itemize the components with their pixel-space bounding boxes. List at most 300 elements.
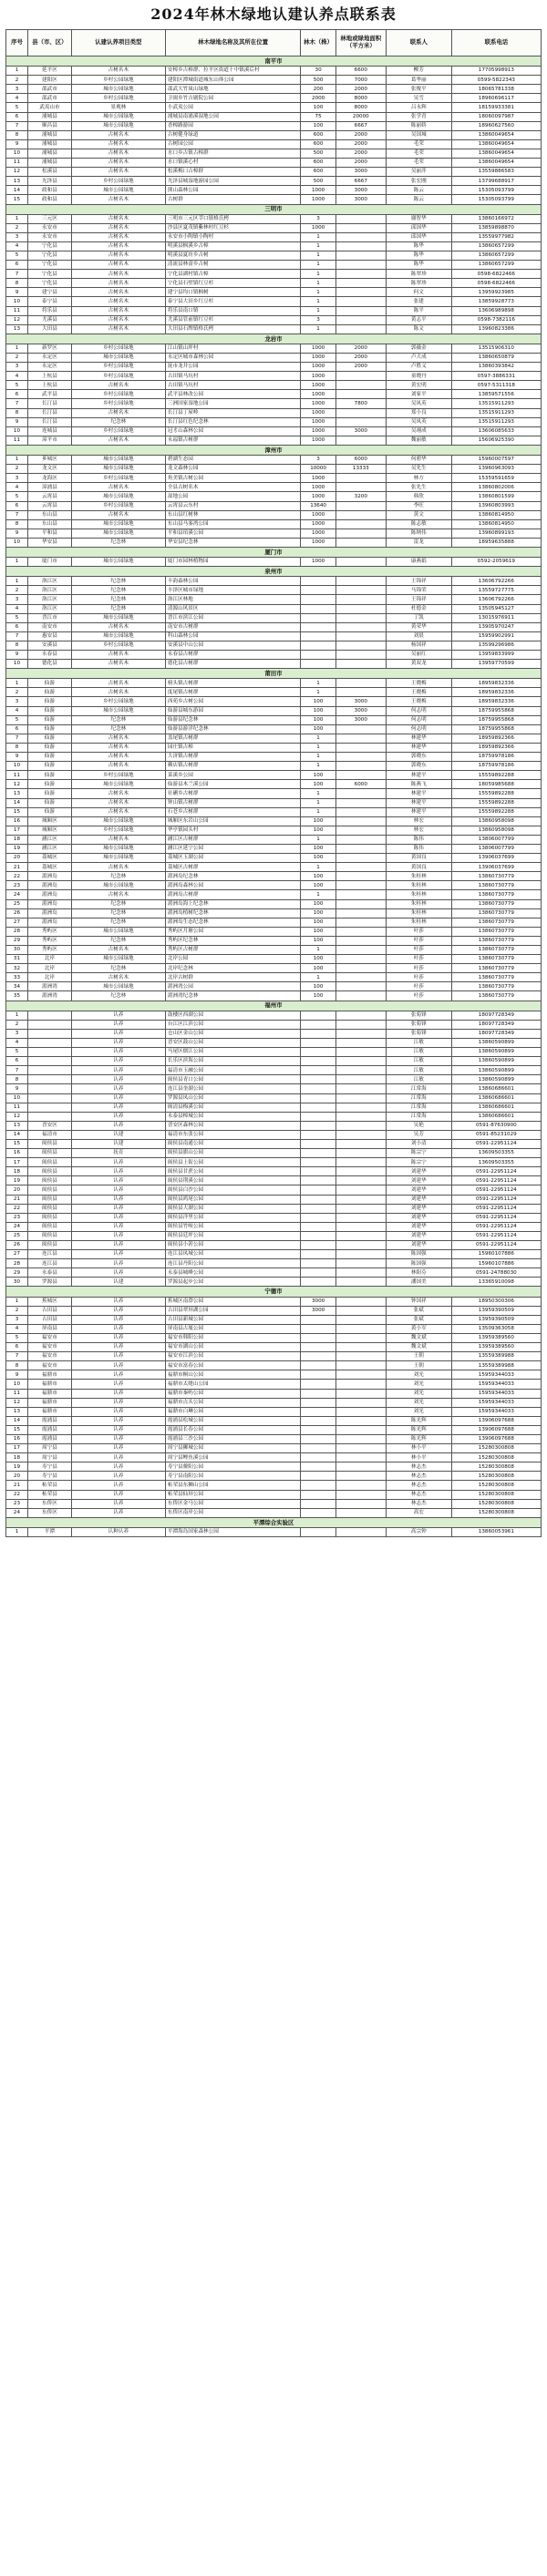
section-row: [6, 445, 542, 455]
cell-contact: 陈丽娇: [386, 121, 451, 130]
cell-trees: 1: [301, 835, 335, 844]
cell-no: 4: [6, 604, 28, 613]
cell-type: 古树名木: [71, 279, 165, 288]
cell-county: 武平县: [27, 390, 71, 399]
cell-name: 明溪县枫溪乡古樟: [165, 241, 301, 251]
cell-contact: 马锦荣: [386, 586, 451, 595]
cell-phone: 15305093799: [451, 195, 541, 204]
cell-county: 浦城县: [27, 139, 71, 149]
cell-type: 古树名木: [71, 241, 165, 251]
cell-phone: 18959892366: [451, 734, 541, 743]
cell-area: [335, 881, 386, 890]
cell-no: 3: [6, 85, 28, 94]
cell-contact: 王锦祥: [386, 595, 451, 604]
cell-contact: 王朝: [386, 1361, 451, 1370]
cell-phone: 13906097688: [451, 1434, 541, 1443]
cell-county: 泰宁县: [27, 297, 71, 306]
cell-no: 8: [6, 279, 28, 288]
cell-area: [335, 1370, 386, 1380]
cell-trees: 1: [301, 734, 335, 743]
cell-no: 4: [6, 483, 28, 492]
cell-trees: [301, 1121, 335, 1130]
table-row: [6, 1139, 542, 1148]
cell-no: 2: [6, 586, 28, 595]
cell-trees: 1: [301, 798, 335, 807]
cell-type: 古树名木: [71, 890, 165, 899]
cell-type: 城市公园绿地: [71, 927, 165, 936]
cell-type: 认养: [71, 1508, 165, 1517]
cell-trees: [301, 1268, 335, 1278]
table-row: [6, 881, 542, 890]
table-row: [6, 1380, 542, 1389]
section-row: [6, 1517, 542, 1527]
cell-no: 4: [6, 1038, 28, 1047]
cell-name: 泰宁县大田乡红豆杉: [165, 297, 301, 306]
table-row: [6, 94, 542, 103]
cell-name: 柘荣县东狮山公园: [165, 1481, 301, 1490]
cell-phone: 13515906310: [451, 344, 541, 353]
cell-type: 古树名木: [71, 510, 165, 519]
cell-contact: 王锦祥: [386, 577, 451, 586]
cell-no: 15: [6, 1139, 28, 1148]
table-row: [6, 510, 542, 519]
cell-phone: 13859898870: [451, 223, 541, 232]
cell-name: 水口镇溪心村: [165, 159, 301, 168]
cell-name: 平和县琯溪公园: [165, 529, 301, 538]
table-row: [6, 715, 542, 724]
cell-phone: 18065781338: [451, 85, 541, 94]
table-row: [6, 1103, 542, 1112]
cell-phone: 13505945127: [451, 604, 541, 613]
header-row: [6, 30, 542, 56]
cell-no: 27: [6, 1250, 28, 1259]
cell-no: 23: [6, 881, 28, 890]
cell-contact: 林志杰: [386, 1472, 451, 1481]
cell-area: [335, 964, 386, 973]
cell-no: 1: [6, 344, 28, 353]
table-row: [6, 780, 542, 789]
section-row: [6, 567, 542, 577]
cell-phone: 13860657299: [451, 241, 541, 251]
cell-contact: 江敏: [386, 1066, 451, 1075]
cell-trees: [301, 1444, 335, 1453]
cell-trees: 1: [301, 807, 335, 816]
table-row: [6, 1434, 542, 1443]
cell-trees: 3: [301, 315, 335, 324]
cell-name: 水口乡古镇古樟群: [165, 149, 301, 158]
cell-type: 认养: [71, 1306, 165, 1315]
cell-contact: 江常海: [386, 1093, 451, 1103]
table-row: [6, 1490, 542, 1499]
cell-area: [335, 417, 386, 426]
cell-area: [335, 622, 386, 631]
cell-phone: 13559886583: [451, 168, 541, 177]
table-row: [6, 1112, 542, 1121]
cell-name: 荔城区古树群: [165, 863, 301, 872]
cell-phone: 13860166972: [451, 214, 541, 223]
cell-name: 寿宁县南阳公园: [165, 1472, 301, 1481]
cell-name: 湄洲湾公园: [165, 982, 301, 991]
cell-trees: 3000: [301, 1297, 335, 1306]
cell-type: 认养: [71, 1241, 165, 1250]
cell-name: 仙游县城东游园: [165, 706, 301, 715]
cell-type: 古树名木: [71, 807, 165, 816]
cell-no: 2: [6, 1306, 28, 1315]
cell-trees: 100: [301, 826, 335, 835]
table-row: [6, 816, 542, 826]
cell-name: 晋安区鼓山公园: [165, 1038, 301, 1047]
cell-contact: 刘建华: [386, 1176, 451, 1185]
cell-name: 周宁县鲤鱼溪公园: [165, 1453, 301, 1462]
cell-no: 7: [6, 270, 28, 279]
cell-area: [335, 390, 386, 399]
table-row: [6, 908, 542, 918]
cell-type: 乡村公园绿地: [71, 76, 165, 85]
cell-no: 24: [6, 1508, 28, 1517]
cell-phone: 13015976911: [451, 613, 541, 622]
cell-type: 乡村公园绿地: [71, 94, 165, 103]
cell-type: 古树名木: [71, 408, 165, 417]
cell-county: 霞浦县: [27, 1416, 71, 1425]
cell-phone: 15280300808: [451, 1453, 541, 1462]
cell-trees: 10000: [301, 465, 335, 474]
cell-area: [335, 1066, 386, 1075]
cell-area: [335, 734, 386, 743]
cell-name: 福鼎市太姥山公园: [165, 1380, 301, 1389]
cell-phone: 18097728349: [451, 1011, 541, 1020]
cell-area: 6667: [335, 121, 386, 130]
cell-county: 秀屿区: [27, 946, 71, 955]
cell-name: 湄洲岛植树纪念林: [165, 908, 301, 918]
cell-trees: [301, 1149, 335, 1158]
cell-trees: 1: [301, 762, 335, 771]
cell-county: 洛江区: [27, 586, 71, 595]
cell-contact: 王朝: [386, 1352, 451, 1361]
cell-contact: 张建: [386, 297, 451, 306]
cell-name: 湄洲岛纪念林: [165, 872, 301, 881]
cell-name: 涵江区古树群: [165, 835, 301, 844]
cell-county: 屏南县: [27, 1324, 71, 1333]
cell-area: [335, 595, 386, 604]
table-row: [6, 223, 542, 232]
cell-area: 6600: [335, 67, 386, 76]
table-row: [6, 474, 542, 483]
cell-county: 政和县: [27, 186, 71, 195]
cell-no: 1: [6, 1011, 28, 1020]
cell-county: 湄洲岛: [27, 899, 71, 908]
cell-area: [335, 288, 386, 297]
table-row: [6, 399, 542, 408]
section-row: [6, 547, 542, 557]
table-row: [6, 529, 542, 538]
cell-no: 13: [6, 1121, 28, 1130]
table-row: [6, 1343, 542, 1352]
table-row: [6, 964, 542, 973]
cell-phone: 13860686601: [451, 1093, 541, 1103]
table-row: [6, 946, 542, 955]
cell-contact: 吴凤英: [386, 399, 451, 408]
cell-type: 古树名木: [71, 315, 165, 324]
cell-trees: 1000: [301, 399, 335, 408]
cell-name: 大田县石牌镇格氏栲: [165, 324, 301, 334]
cell-trees: 100: [301, 724, 335, 734]
cell-area: 3000: [335, 426, 386, 436]
header-name: 林木绿地名称及其所在位置: [165, 30, 301, 56]
table-row: [6, 1425, 542, 1434]
cell-type: 认养: [71, 1416, 165, 1425]
cell-area: [335, 688, 386, 697]
cell-name: 闽侯县南通公园: [165, 1139, 301, 1148]
cell-area: 7800: [335, 399, 386, 408]
section-title: 厦门市: [6, 547, 542, 557]
cell-contact: 刘晨: [386, 631, 451, 641]
cell-name: 周宁县狮城公园: [165, 1444, 301, 1453]
cell-type: 认养: [71, 1112, 165, 1121]
cell-trees: 1000: [301, 510, 335, 519]
cell-name: 古田县翠屏湖公园: [165, 1306, 301, 1315]
cell-trees: [301, 1416, 335, 1425]
cell-contact: 王晓梅: [386, 679, 451, 688]
cell-contact: 杜德金: [386, 604, 451, 613]
cell-phone: 0598-6822466: [451, 270, 541, 279]
cell-county: 涵江区: [27, 844, 71, 853]
table-row: [6, 854, 542, 863]
cell-county: 东侨区: [27, 1508, 71, 1517]
table-row: [6, 753, 542, 762]
cell-no: 6: [6, 261, 28, 270]
table-row: [6, 1167, 542, 1176]
cell-phone: 15280300808: [451, 1508, 541, 1517]
cell-phone: 13860730779: [451, 881, 541, 890]
cell-contact: 吴丽萍: [386, 168, 451, 177]
cell-trees: [301, 1204, 335, 1213]
cell-type: 认养: [71, 1204, 165, 1213]
cell-trees: 100: [301, 715, 335, 724]
cell-contact: 卢胜义: [386, 363, 451, 372]
cell-trees: 1: [301, 306, 335, 315]
table-row: [6, 991, 542, 1001]
cell-phone: 0599-5822343: [451, 76, 541, 85]
table-row: [6, 279, 542, 288]
table-row: [6, 315, 542, 324]
cell-contact: 林建平: [386, 807, 451, 816]
cell-county: 浦城县: [27, 149, 71, 158]
cell-phone: 15559892288: [451, 798, 541, 807]
table-row: [6, 363, 542, 372]
table-row: [6, 1481, 542, 1490]
cell-county: 福安市: [27, 1333, 71, 1342]
cell-phone: 15280300808: [451, 1444, 541, 1453]
cell-area: [335, 641, 386, 650]
cell-county: 城厢区: [27, 826, 71, 835]
cell-trees: [301, 1084, 335, 1093]
cell-phone: 13959770599: [451, 660, 541, 669]
cell-contact: 吴芳: [386, 1130, 451, 1139]
cell-phone: 13860590899: [451, 1075, 541, 1084]
cell-no: 8: [6, 1075, 28, 1084]
cell-no: 13: [6, 177, 28, 186]
cell-phone: 13606989898: [451, 306, 541, 315]
cell-type: 认养: [71, 1324, 165, 1333]
cell-no: 3: [6, 1029, 28, 1038]
cell-area: [335, 1231, 386, 1240]
cell-area: [335, 771, 386, 780]
cell-county: 闽侯县: [27, 1139, 71, 1148]
cell-type: 纪念林: [71, 417, 165, 426]
cell-type: 城市公园绿地: [71, 982, 165, 991]
cell-trees: [301, 1508, 335, 1517]
cell-name: 德化县古树群: [165, 660, 301, 669]
cell-phone: 0591-85231029: [451, 1130, 541, 1139]
cell-county: 闽侯县: [27, 1176, 71, 1185]
cell-name: 连江县凤城公园: [165, 1250, 301, 1259]
cell-contact: 林建平: [386, 798, 451, 807]
cell-name: 冠豸山森林公园: [165, 426, 301, 436]
cell-county: 涵江区: [27, 835, 71, 844]
cell-area: [335, 1167, 386, 1176]
cell-name: 洛江区林地: [165, 595, 301, 604]
section-row: [6, 334, 542, 344]
cell-area: [335, 474, 386, 483]
table-row: [6, 501, 542, 510]
cell-area: 2000: [335, 159, 386, 168]
cell-type: 城市公园绿地: [71, 631, 165, 641]
cell-name: 三明市三元区莘口镇格氏栲: [165, 214, 301, 223]
cell-type: 古树名木: [71, 946, 165, 955]
cell-phone: 13860730779: [451, 890, 541, 899]
table-row: [6, 872, 542, 881]
cell-no: 12: [6, 315, 28, 324]
table-row: [6, 1297, 542, 1306]
cell-county: 云霄县: [27, 501, 71, 510]
cell-area: [335, 1444, 386, 1453]
cell-trees: [301, 641, 335, 650]
cell-county: 湄洲岛: [27, 918, 71, 927]
table-row: [6, 417, 542, 426]
table-row: [6, 697, 542, 706]
cell-name: 华亭镇园头村: [165, 826, 301, 835]
cell-trees: 1: [301, 946, 335, 955]
cell-name: 鼓楼区西湖公园: [165, 1011, 301, 1020]
cell-trees: [301, 1324, 335, 1333]
cell-name: 全县古树名木: [165, 483, 301, 492]
cell-no: 22: [6, 1490, 28, 1499]
cell-trees: 100: [301, 955, 335, 964]
cell-contact: 朱桂林: [386, 881, 451, 890]
table-row: [6, 130, 542, 139]
cell-no: 14: [6, 186, 28, 195]
cell-county: 顺昌县: [27, 121, 71, 130]
cell-area: [335, 1093, 386, 1103]
cell-trees: 600: [301, 159, 335, 168]
cell-no: 1: [6, 577, 28, 586]
cell-county: 福安市: [27, 1343, 71, 1352]
cell-trees: 1000: [301, 195, 335, 204]
cell-name: 古树园公园: [165, 139, 301, 149]
cell-type: 认养: [71, 1333, 165, 1342]
cell-name: 熊山森林公园: [165, 186, 301, 195]
cell-contact: 刘光: [386, 1407, 451, 1416]
cell-county: 三元区: [27, 214, 71, 223]
cell-area: [335, 899, 386, 908]
cell-county: [27, 1057, 71, 1066]
cell-no: 11: [6, 436, 28, 445]
cell-county: 罗源县: [27, 1278, 71, 1287]
cell-area: [335, 651, 386, 660]
cell-type: 纪念林: [71, 918, 165, 927]
cell-area: 8000: [335, 103, 386, 112]
cell-type: 认养: [71, 1352, 165, 1361]
cell-name: 仙游县游洋纪念林: [165, 724, 301, 734]
cell-type: 古树名木: [71, 306, 165, 315]
cell-contact: 陈志敏: [386, 519, 451, 529]
cell-area: [335, 1250, 386, 1259]
cell-trees: [301, 1389, 335, 1398]
cell-phone: 0591-22951124: [451, 1204, 541, 1213]
cell-phone: 13606085633: [451, 426, 541, 436]
cell-name: 沙县区夏茂镇紫林村红豆杉: [165, 223, 301, 232]
table-row: [6, 1158, 542, 1167]
cell-type: 城市公园绿地: [71, 354, 165, 363]
cell-name: 永春县古树群: [165, 651, 301, 660]
cell-trees: [301, 622, 335, 631]
table-row: [6, 679, 542, 688]
cell-county: 仙游: [27, 780, 71, 789]
table-row: [6, 1176, 542, 1185]
cell-phone: 0591-22951124: [451, 1241, 541, 1250]
cell-name: 闽侯县洋里公园: [165, 1213, 301, 1222]
cell-contact: 林建华: [386, 743, 451, 752]
cell-type: 认养: [71, 1370, 165, 1380]
cell-type: 城市公园绿地: [71, 816, 165, 826]
cell-contact: 魏丽敏: [386, 436, 451, 445]
cell-phone: 0591-22951124: [451, 1222, 541, 1231]
cell-type: 古树名木: [71, 130, 165, 139]
cell-contact: 钟国祥: [386, 1297, 451, 1306]
cell-county: 湄洲岛: [27, 908, 71, 918]
cell-county: 福清市: [27, 1130, 71, 1139]
cell-area: [335, 1472, 386, 1481]
cell-contact: 何志明: [386, 706, 451, 715]
cell-trees: 100: [301, 121, 335, 130]
cell-county: 德化县: [27, 660, 71, 669]
table-row: [6, 918, 542, 927]
cell-phone: 13606792266: [451, 577, 541, 586]
cell-type: 认养: [71, 1195, 165, 1204]
table-row: [6, 955, 542, 964]
cell-county: 仙游: [27, 715, 71, 724]
cell-area: [335, 1333, 386, 1342]
cell-county: [27, 1066, 71, 1075]
cell-phone: 15959902991: [451, 631, 541, 641]
cell-phone: 13860657299: [451, 251, 541, 260]
cell-contact: 刘建华: [386, 1241, 451, 1250]
cell-contact: 林建平: [386, 789, 451, 798]
cell-contact: 刘光: [386, 1389, 451, 1398]
cell-area: [335, 679, 386, 688]
cell-trees: [301, 1167, 335, 1176]
cell-no: 13: [6, 324, 28, 334]
cell-type: 古树名木: [71, 660, 165, 669]
cell-no: 22: [6, 1204, 28, 1213]
cell-no: 1: [6, 679, 28, 688]
cell-type: 古树名木: [71, 261, 165, 270]
cell-county: 霞浦县: [27, 1425, 71, 1434]
cell-no: 6: [6, 112, 28, 121]
cell-no: 10: [6, 762, 28, 771]
cell-area: [335, 1324, 386, 1333]
cell-phone: 0591-22951124: [451, 1185, 541, 1195]
